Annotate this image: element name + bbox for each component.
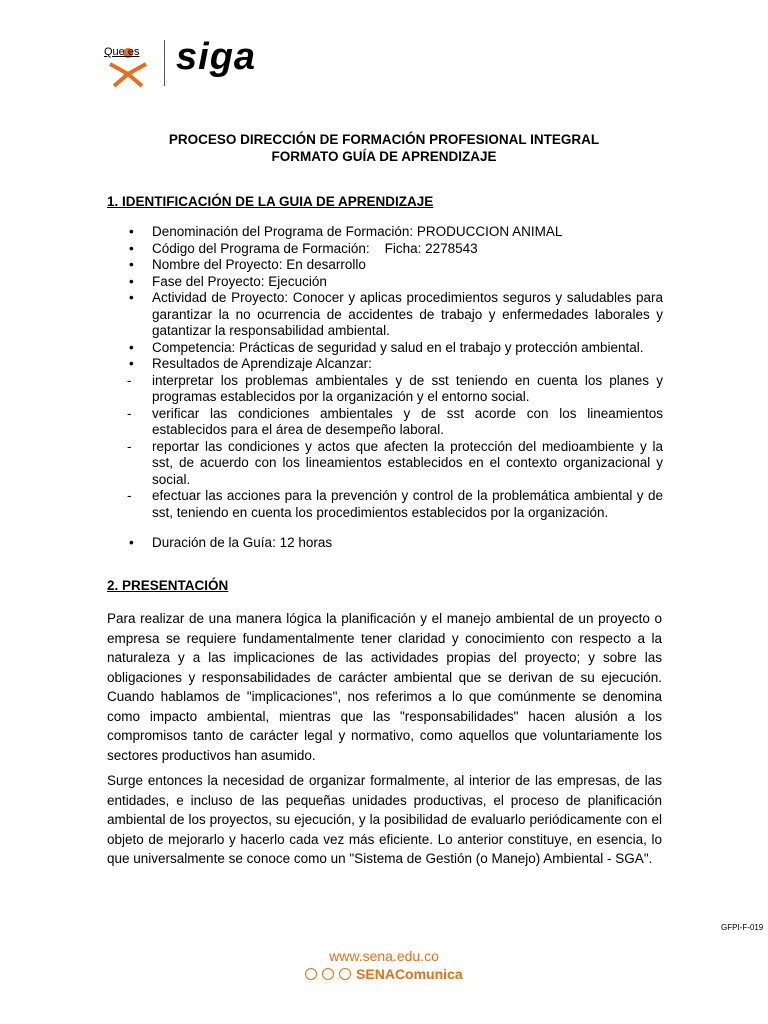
list-item <box>107 241 663 258</box>
website-link[interactable]: www.sena.edu.co <box>329 948 439 964</box>
list-item-text: interpretar los problemas ambientales y de sst teniendo en cuenta los planes y programas establecidos por la organización y el entorno social. <box>152 372 663 404</box>
bullet-marker: • <box>129 224 134 239</box>
list-item <box>107 274 663 291</box>
list-item <box>107 356 663 373</box>
list-item-text: Resultados de Aprendizaje Alcanzar: <box>152 356 372 371</box>
dash-marker: - <box>127 438 132 454</box>
brand-name: siga <box>176 36 257 78</box>
list-item-text: Denominación del Programa de Formación: PRODUCCION ANIMAL <box>152 224 563 239</box>
list-item-text: Código del Programa de Formación: Ficha: 2278543 <box>152 240 478 256</box>
bullet-marker: • <box>129 339 134 355</box>
dash-marker: - <box>127 405 132 421</box>
list-item-text: reportar las condiciones y actos que afecten la protección del medioambiente y la sst, de acuerdo con los lineamientos establecidos en el contexto organizacional y social. <box>152 438 663 487</box>
bullet-marker: • <box>129 257 134 272</box>
bullet-marker: • <box>129 290 134 305</box>
list-item-text: Nombre del Proyecto: En desarrollo <box>152 257 366 272</box>
social-handle <box>0 966 768 982</box>
dash-marker: - <box>127 488 132 503</box>
list-item-text: verificar las condiciones ambientales y de sst acorde con los lineamientos establecidos para el área de desempeño laboral. <box>152 405 663 437</box>
identification-list <box>107 224 663 552</box>
logo-caption: Que es <box>104 46 140 58</box>
dash-marker: - <box>127 372 132 388</box>
list-item-text: Competencia: Prácticas de seguridad y salud en el trabajo y protección ambiental. <box>152 339 644 355</box>
list-item <box>107 488 663 521</box>
bullet-marker: • <box>129 240 134 256</box>
logo-divider <box>164 40 165 86</box>
social-icon-3 <box>339 968 351 980</box>
list-item-text: efectuar las acciones para la prevención y control de la problemática ambiental y de sst, teniendo en cuenta los procedimientos establecidos por la organización. <box>152 488 663 520</box>
list-item <box>107 290 663 340</box>
social-icon-2 <box>322 968 334 980</box>
form-code: GFPI-F-019 <box>721 923 764 932</box>
siga-logo <box>104 36 264 90</box>
section1-heading: 1. IDENTIFICACIÓN DE LA GUIA DE APRENDIZAJE <box>107 194 434 209</box>
list-item <box>107 224 663 241</box>
duration-text: Duración de la Guía: 12 horas <box>152 535 333 550</box>
bullet-marker: • <box>129 356 134 371</box>
document-title-line2: FORMATO GUÍA DE APRENDIZAJE <box>271 149 497 164</box>
list-item <box>107 373 663 406</box>
social-handle-text: SENAComunica <box>356 966 463 982</box>
list-item <box>107 340 663 357</box>
bullet-marker: • <box>129 535 134 550</box>
presentation-paragraph-2: Surge entonces la necesidad de organizar formalmente, al interior de las empresas, de las entidades, e incluso de las pequeñas unidades productivas, el proceso de planificación ambiental de los proyectos, su ejecución, y la posibilidad de evaluarlo periódicamente con el objeto de mejorarlo y hacerlo cada vez más eficiente. Lo anterior constituye, en esencia, lo que universalmente se conoce como un "Sistema de Gestión (o Manejo) Ambiental - SGA". <box>107 773 662 866</box>
list-item <box>107 257 663 274</box>
document-title-line1: PROCESO DIRECCIÓN DE FORMACIÓN PROFESIONAL INTEGRAL <box>168 132 600 147</box>
bullet-marker: • <box>129 273 134 289</box>
list-item-text: Fase del Proyecto: Ejecución <box>152 273 327 289</box>
section2-heading: 2. PRESENTACIÓN <box>107 578 229 593</box>
presentation-paragraph-1: Para realizar de una manera lógica la planificación y el manejo ambiental de un proyecto o empresa se requiere fundamentalmente tener claridad y conocimiento con respecto a la naturaleza y a las implicaciones de las actividades propias del proyecto; y sobre las obligaciones y responsabilidades de carácter ambiental que se derivan de su ejecución. Cuando hablamos de "implicaciones", nos referimos a lo que comúnmente se denomina como impacto ambiental, mientras que las "responsabilidades" hacen alusión a los compromisos tanto de carácter legal y normativo, como aquellos que voluntariamente los sectores productivos han asumido. <box>107 611 662 763</box>
list-item <box>107 535 663 552</box>
list-item <box>107 406 663 439</box>
list-item-text: Actividad de Proyecto: Conocer y aplicas procedimientos seguros y saludables para garantizar la no ocurrencia de accidentes de trabajo y enfermedades laborales y gatantizar la responsabilidad ambiental. <box>152 290 663 338</box>
social-icon-1 <box>305 968 317 980</box>
list-item <box>107 439 663 489</box>
